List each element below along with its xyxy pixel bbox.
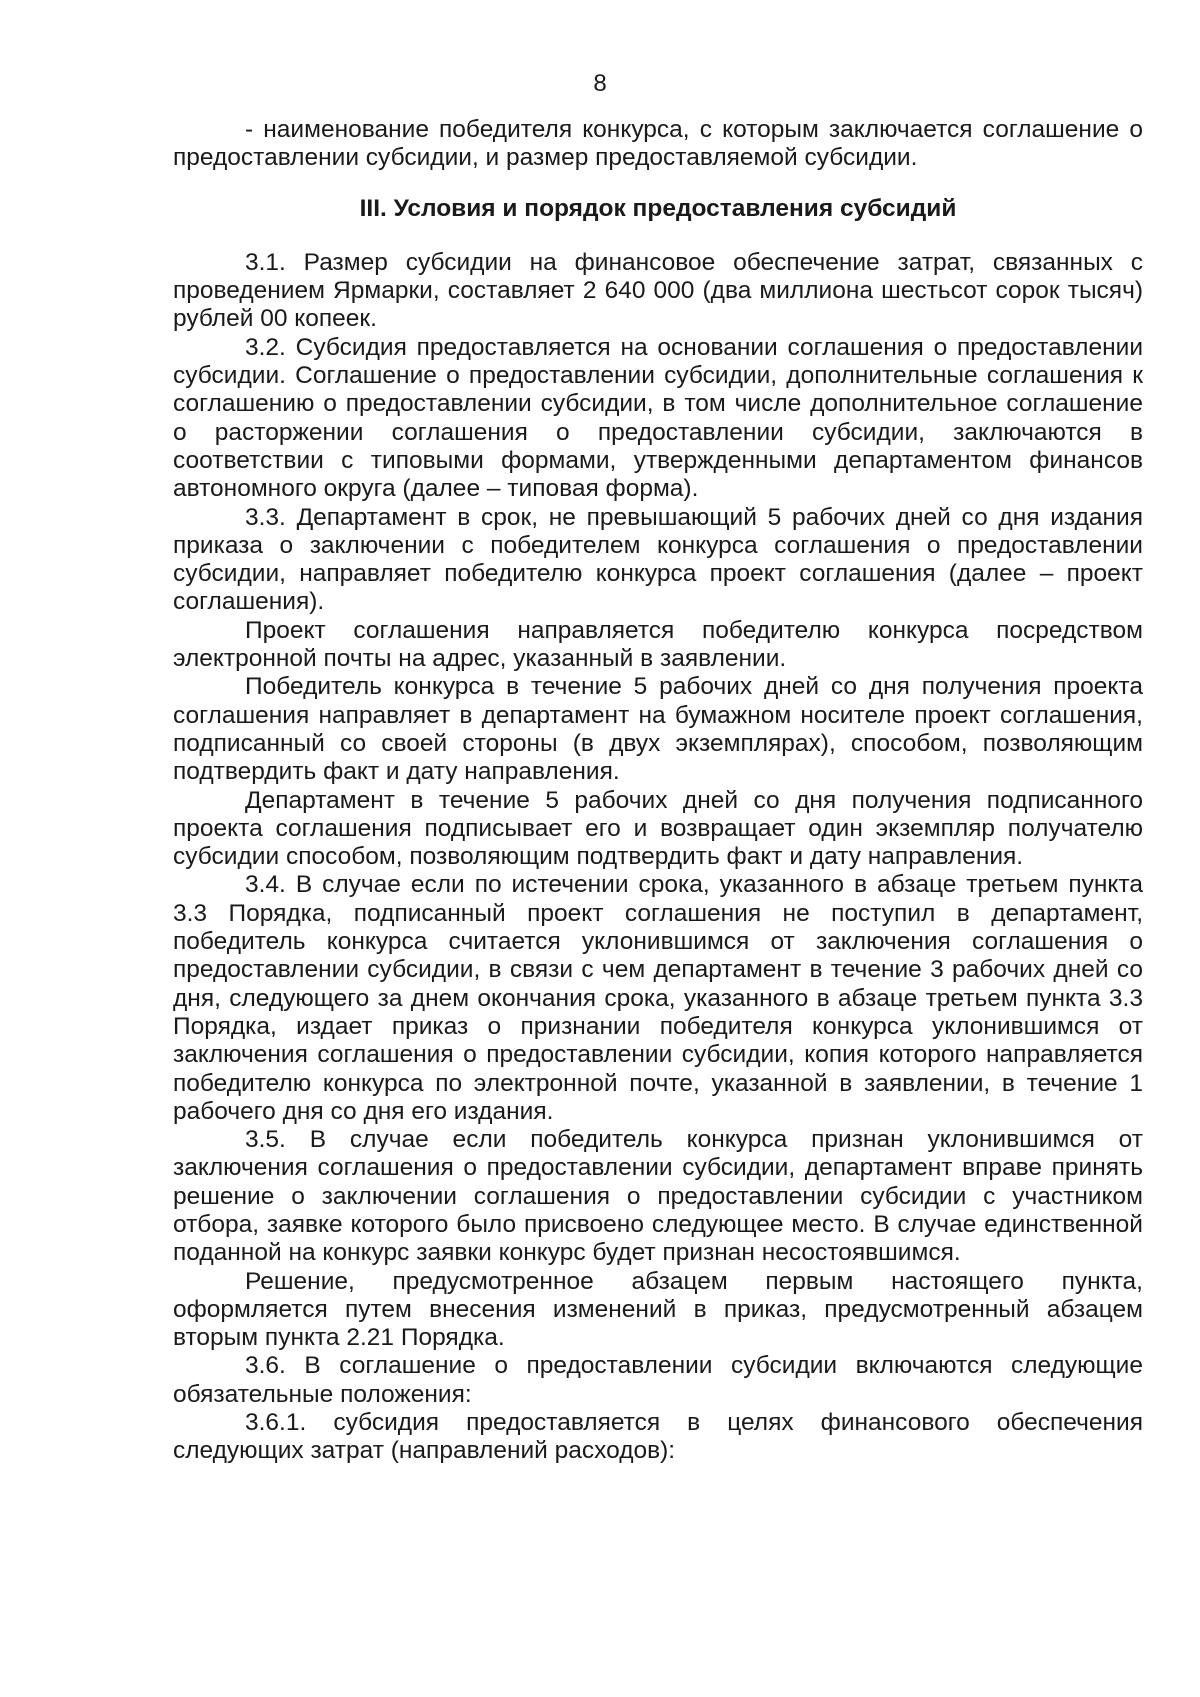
paragraph-3-4: 3.4. В случае если по истечении срока, указанного в абзаце третьем пункта 3.3 Порядка, подписанный проект соглашения не поступил в департамент, победитель конкурса считается уклонившимся от заключения соглашения о предоставлении субсидии, в связи с чем департамент в течение 3 рабочих дней со дня, следующего за днем окончания срока, указанного в абзаце третьем пункта 3.3 Порядка, издает приказ о признании победителя конкурса уклонившимся от заключения соглашения о предоставлении субсидии, копия которого направляется победителю конкурса по электронной почте, указанной в заявлении, в течение 1 рабочего дня со дня его издания.: [173, 871, 1143, 1125]
paragraph-3-6: 3.6. В соглашение о предоставлении субсидии включаются следующие обязательные положения:: [173, 1352, 1143, 1408]
paragraph-3-2: 3.2. Субсидия предоставляется на основании соглашения о предоставлении субсидии. Соглашение о предоставлении субсидии, дополнительные соглашения к соглашению о предоставлении субсидии, в том числе дополнительное соглашение о расторжении соглашения о предоставлении субсидии, заключаются в соответствии с типовыми формами, утвержденными департаментом финансов автономного округа (далее – типовая форма).: [173, 333, 1143, 503]
paragraph-3-1: 3.1. Размер субсидии на финансовое обеспечение затрат, связанных с проведением Ярмарки, составляет 2 640 000 (два миллиона шестьсот сорок тысяч) рублей 00 копеек.: [173, 248, 1143, 333]
paragraph-3-3-winner: Победитель конкурса в течение 5 рабочих дней со дня получения проекта соглашения направляет в департамент на бумажном носителе проект соглашения, подписанный со своей стороны (в двух экземплярах), способом, позволяющим подтвердить факт и дату направления.: [173, 673, 1143, 786]
document-body: [173, 116, 1143, 1466]
page-number: 8: [593, 70, 607, 97]
paragraph-3-3-send: Проект соглашения направляется победителю конкурса посредством электронной почты на адрес, указанный в заявлении.: [173, 616, 1143, 673]
intro-paragraph: - наименование победителя конкурса, с которым заключается соглашение о предоставлении субсидии, и размер предоставляемой субсидии.: [173, 116, 1143, 172]
section-heading: III. Условия и порядок предоставления субсидий: [359, 194, 957, 222]
paragraph-3-3: 3.3. Департамент в срок, не превышающий 5 рабочих дней со дня издания приказа о заключении с победителем конкурса соглашения о предоставлении субсидии, направляет победителю конкурса проект соглашения (далее – проект соглашения).: [173, 503, 1143, 616]
paragraph-3-6-1: 3.6.1. субсидия предоставляется в целях финансового обеспечения следующих затрат (направлений расходов):: [173, 1409, 1143, 1465]
paragraph-3-5-decision: Решение, предусмотренное абзацем первым настоящего пункта, оформляется путем внесения изменений в приказ, предусмотренный абзацем вторым пункта 2.21 Порядка.: [173, 1267, 1143, 1352]
paragraph-3-5: 3.5. В случае если победитель конкурса признан уклонившимся от заключения соглашения о предоставлении субсидии, департамент вправе принять решение о заключении соглашения о предоставлении субсидии с участником отбора, заявке которого было присвоено следующее место. В случае единственной поданной на конкурс заявки конкурс будет признан несостоявшимся.: [173, 1126, 1143, 1267]
paragraph-3-3-department: Департамент в течение 5 рабочих дней со дня получения подписанного проекта соглашения подписывает его и возвращает один экземпляр получателю субсидии способом, позволяющим подтвердить факт и дату направления.: [173, 786, 1143, 871]
